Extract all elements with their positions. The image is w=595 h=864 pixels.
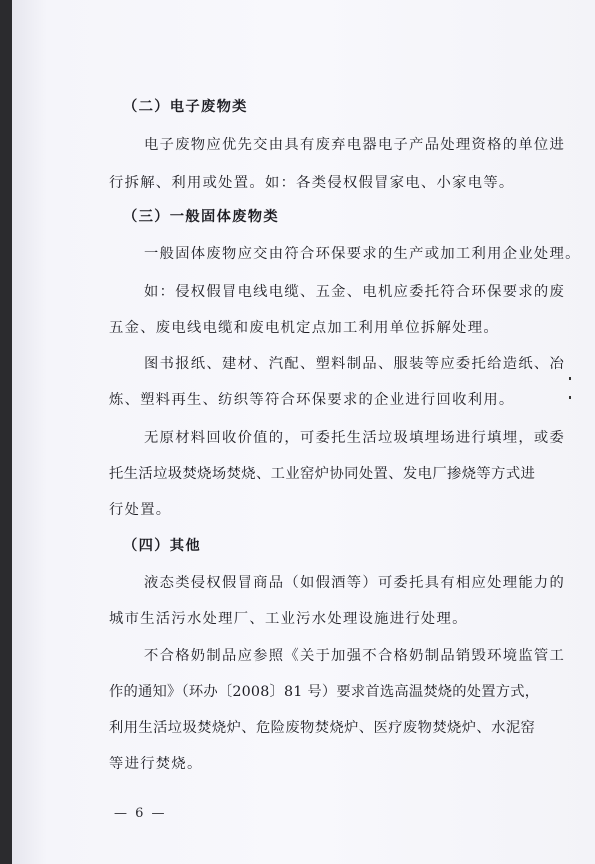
paragraph-line: 五金、废电线电缆和废电机定点加工利用单位拆解处理。: [109, 320, 499, 336]
paragraph-line: 炼、塑料再生、纺织等符合环保要求的企业进行回收利用。: [109, 392, 515, 408]
paragraph-line: 一般固体废物应交由符合环保要求的生产或加工利用企业处理。: [144, 246, 581, 262]
paragraph-line: 如：侵权假冒电线电缆、五金、电机应委托符合环保要求的废: [144, 284, 566, 300]
paragraph-line: 液态类侵权假冒商品（如假酒等）可委托具有相应处理能力的: [144, 575, 566, 591]
section-heading-electronic-waste: （二）电子废物类: [123, 99, 248, 115]
paragraph-line: 电子废物应优先交由具有废弃电器电子产品处理资格的单位进: [144, 137, 566, 153]
paragraph-line: 作的通知》（环办〔2008〕81 号）要求首选高温焚烧的处置方式，: [109, 684, 540, 700]
paragraph-line: 不合格奶制品应参照《关于加强不合格奶制品销毁环境监管工: [144, 648, 566, 664]
paragraph-line: 无原材料回收价值的，可委托生活垃圾填埋场进行填埋，或委: [144, 430, 566, 446]
scan-speck: [569, 396, 571, 399]
paragraph-line: 行拆解、利用或处置。如：各类侵权假冒家电、小家电等。: [109, 175, 515, 191]
paragraph-line: 图书报纸、建材、汽配、塑料制品、服装等应委托给造纸、冶: [144, 356, 566, 372]
paragraph-line: 利用生活垃圾焚烧炉、危险废物焚烧炉、医疗废物焚烧炉、水泥窑: [109, 720, 536, 736]
paragraph-line: 行处置。: [109, 502, 172, 518]
scan-speck: [569, 377, 571, 380]
document-page: [12, 0, 595, 864]
section-heading-general-solid-waste: （三）一般固体废物类: [123, 209, 279, 225]
section-heading-other: （四）其他: [123, 538, 201, 554]
paragraph-line: 托生活垃圾焚烧场焚烧、工业窑炉协同处置、发电厂掺烧等方式进: [109, 466, 536, 482]
page-number: — 6 —: [114, 806, 167, 821]
paragraph-line: 等进行焚烧。: [109, 756, 203, 772]
paragraph-line: 城市生活污水处理厂、工业污水处理设施进行处理。: [109, 611, 468, 627]
